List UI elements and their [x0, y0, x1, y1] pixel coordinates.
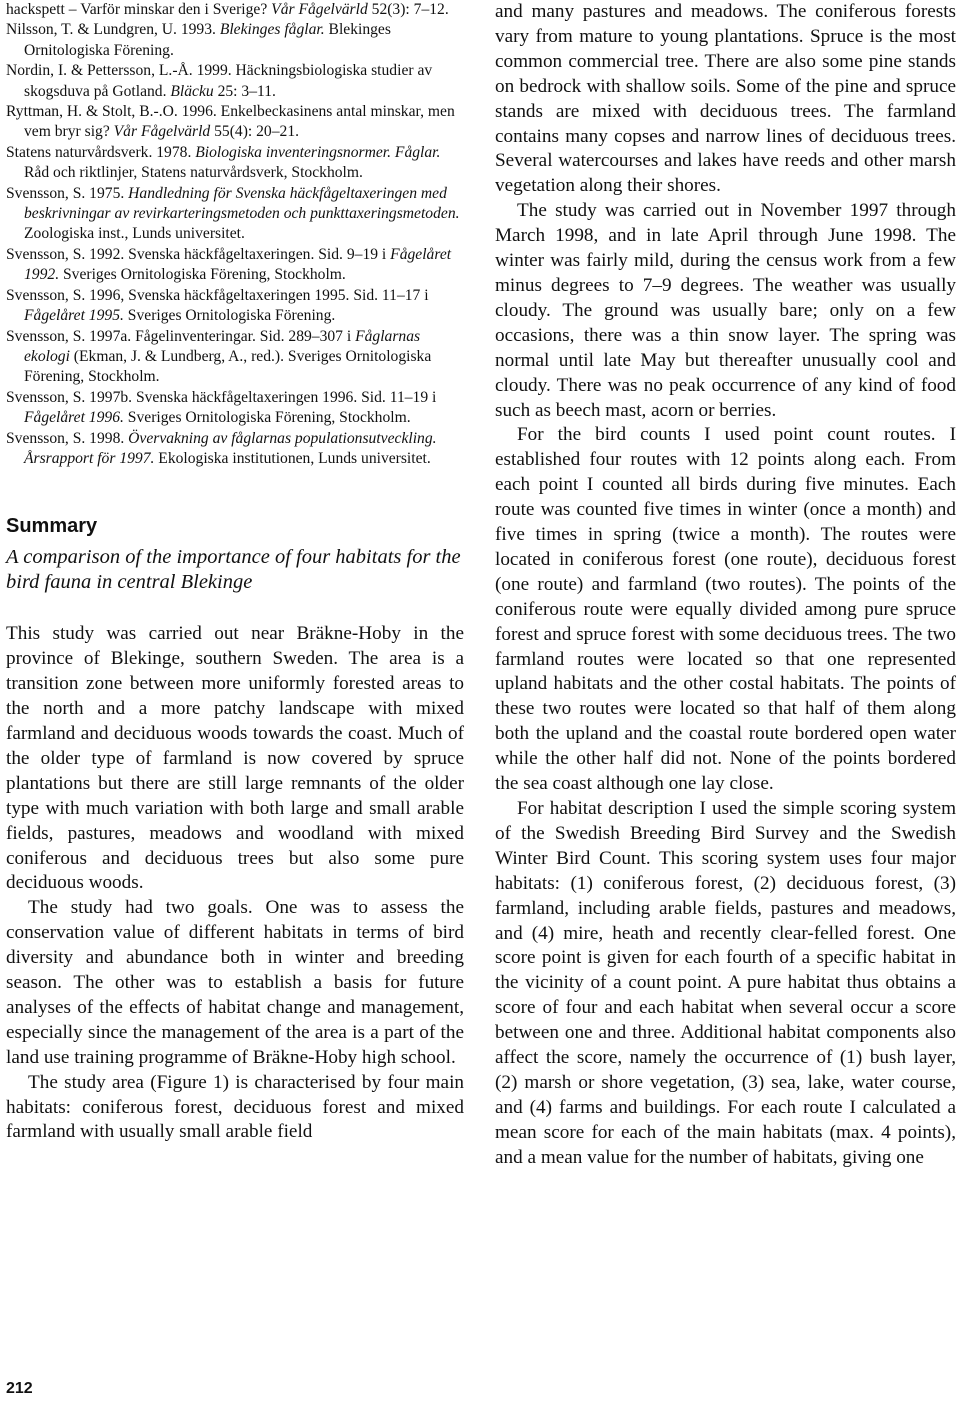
reference-item: Nordin, I. & Pettersson, L.-Å. 1999. Häckningsbiologiska studier av skogsduva på Gotland. Bläcku 25: 3–11.	[6, 62, 433, 100]
summary-body-left	[6, 622, 464, 1145]
paragraph: The study area (Figure 1) is characterised by four main habitats: coniferous forest, deciduous forest and mixed farmland with usually small arable field	[6, 1071, 464, 1143]
paragraph: For the bird counts I used point count routes. I established four routes with 12 points along each. From each point I counted all birds during five minutes. Each route was counted five times in winter (once a month) and five times in spring (twice a month). The routes were located in coniferous forest (one route), deciduous forest (one route) and farmland (two routes). The points of the coniferous route were equally divided among pure spruce forest and spruce forest with some deciduous trees. The two farmland routes were located so that one represented upland habitats and the other costal habitats. The points of these two routes were located so that half of them along both the upland and the coastal route bordered open water while the other half did not. None of the points bordered the sea coast although one lay close.	[495, 424, 956, 795]
reference-item: Svensson, S. 1996, Svenska häckfågeltaxeringen 1995. Sid. 11–17 i Fågelåret 1995. Sveriges Ornitologiska Förening.	[6, 286, 429, 325]
reference-list	[6, 0, 464, 469]
left-column	[6, 0, 464, 1145]
summary-body-right	[495, 0, 956, 1171]
page-number: 212	[6, 1380, 33, 1397]
reference-item: Svensson, S. 1998. Övervakning av fåglarnas populationsutveckling. Årsrapport för 1997. Ekologiska institutionen, Lunds universitet.	[6, 429, 437, 467]
paragraph: and many pastures and meadows. The coniferous forests vary from mature to young plantations. Spruce is the most common commercial tree. There are also some pine stands on bedrock with shallow soils. Some of the pine and spruce stands are mixed with deciduous trees. The farmland contains many copses and narrow lines of deciduous trees. Several watercourses and lakes have reeds and other marsh vegetation along their shores.	[495, 1, 956, 197]
reference-item: Svensson, S. 1997a. Fågelinventeringar. Sid. 289–307 i Fåglarnas ekologi (Ekman, J. & Lundberg, A., red.). Sveriges Ornitologiska Förening, Stockholm.	[6, 327, 432, 386]
right-column	[495, 0, 956, 1171]
paragraph: The study was carried out in November 1997 through March 1998, and in late April through June 1998. The winter was fairly mild, during the census work from a few minus degrees to 7–9 degrees. The weather was usually cloudy. The ground was usually bare; only on a few occasions, there was a thin snow layer. The spring was normal until late May but thereafter unusually cool and cloudy. There was no peak occurrence of any kind of food such as beech mast, acorn or berries.	[495, 200, 956, 421]
summary-heading: Summary	[6, 515, 98, 538]
paragraph: The study had two goals. One was to assess the conservation value of different habitats in terms of bird diversity and abundance both in winter and breeding season. The other was to establish a basis for future analyses of the effects of habitat change and management, especially since the management of the area is a part of the land use training programme of Bräkne-Hoby high school.	[6, 897, 464, 1068]
reference-item: Ryttman, H. & Stolt, B.-.O. 1996. Enkelbeckasinens antal minskar, men vem bryr sig? Vår Fågelvärld 55(4): 20–21.	[6, 103, 455, 141]
reference-item: hackspett – Varför minskar den i Sverige? Vår Fågelvärld 52(3): 7–12.	[6, 1, 449, 18]
reference-item: Nilsson, T. & Lundgren, U. 1993. Blekinges fåglar. Blekinges Ornitologiska Förening.	[6, 21, 391, 59]
reference-item: Statens naturvårdsverk. 1978. Biologiska inventeringsnormer. Fåglar. Råd och riktlinjer, Statens naturvårdsverk, Stockholm.	[6, 143, 441, 182]
summary-title: A comparison of the importance of four habitats for the bird fauna in central Blekinge	[6, 546, 461, 593]
reference-item: Svensson, S. 1997b. Svenska häckfågeltaxeringen 1996. Sid. 11–19 i Fågelåret 1996. Sveriges Ornitologiska Förening, Stockholm.	[6, 388, 437, 427]
reference-item: Svensson, S. 1975. Handledning för Svenska häckfågeltaxeringen med beskrivningar av revirkarteringsmetoden och punkttaxeringsmetoden. Zoologiska inst., Lunds universitet.	[6, 184, 460, 243]
reference-item: Svensson, S. 1992. Svenska häckfågeltaxeringen. Sid. 9–19 i Fågelåret 1992. Sveriges Ornitologiska Förening, Stockholm.	[6, 245, 452, 284]
paragraph: This study was carried out near Bräkne-Hoby in the province of Blekinge, southern Sweden. The area is a transition zone between more uniformly forested areas to the north and a more patchy landscape with mixed farmland and deciduous woods towards the coast. Much of the older type of farmland is now covered by spruce plantations but there are still large remnants of the older type with much variation with both large and small arable fields, pastures, meadows and woodland with mixed coniferous and deciduous trees but also some pure deciduous woods.	[6, 623, 464, 894]
paragraph: For habitat description I used the simple scoring system of the Swedish Breeding Bird Survey and the Swedish Winter Bird Count. This scoring system uses four major habitats: (1) coniferous forest, (2) deciduous forest, (3) farmland, including arable fields, pastures and meadows, and (4) mire, heath and recently clear-felled forest. One score point is given for each fourth of a specific habitat in the vicinity of a count point. A pure habitat thus obtains a score of four and each habitat when several occur a score between one and three. Additional habitat components also affect the score, namely the occurrence of (1) bush layer, (2) marsh or shore vegetation, (3) sea, lake, water course, and (4) farms and buildings. For each route I calculated a mean score for each of the main habitats (max. 4 points), and a mean value for the number of habitats, giving one	[495, 798, 956, 1168]
